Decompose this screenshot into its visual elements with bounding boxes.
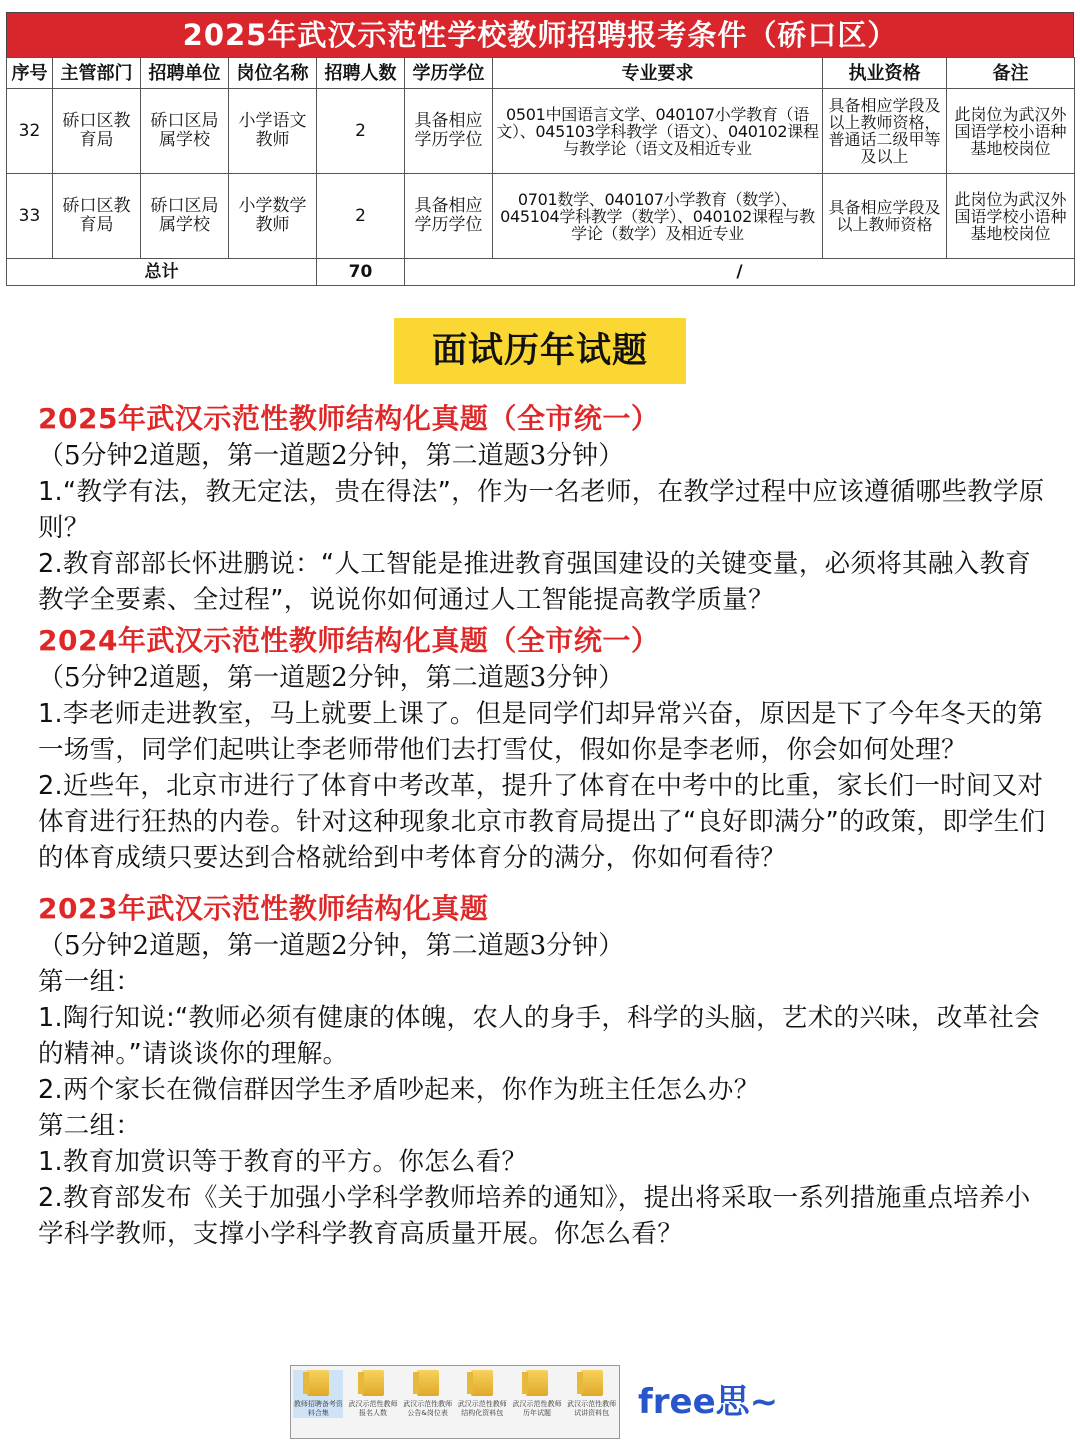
folder-item[interactable] bbox=[512, 1370, 562, 1418]
total-count: 70 bbox=[317, 259, 405, 286]
cell-post: 小学数学教师 bbox=[229, 174, 317, 259]
table-header-row bbox=[7, 58, 1075, 89]
question-section-2023 bbox=[38, 890, 1050, 1252]
cell-note: 此岗位为武汉外国语学校小语种基地校岗位 bbox=[947, 89, 1075, 174]
folder-label: 武汉示范性教师公告&岗位表 bbox=[403, 1400, 453, 1417]
total-rest: / bbox=[405, 259, 1075, 286]
folder-item[interactable] bbox=[348, 1370, 398, 1418]
folder-icon bbox=[362, 1370, 384, 1396]
col-header: 备注 bbox=[947, 58, 1075, 89]
col-header: 执业资格 bbox=[823, 58, 947, 89]
col-header: 专业要求 bbox=[493, 58, 823, 89]
cell-unit: 硚口区局属学校 bbox=[141, 89, 229, 174]
group-label: 第二组： bbox=[38, 1111, 142, 1141]
question-text: 2.教育部部长怀进鹏说：“人工智能是推进教育强国建设的关键变量，必须将其融入教育教学全要素、全过程”，说说你如何通过人工智能提高教学质量？ bbox=[38, 549, 1032, 615]
folder-item[interactable] bbox=[403, 1370, 453, 1418]
group-label: 第一组： bbox=[38, 967, 142, 997]
section-title: 2023年武汉示范性教师结构化真题 bbox=[38, 892, 489, 925]
section-title: 2025年武汉示范性教师结构化真题（全市统一） bbox=[38, 402, 660, 435]
folder-label: 武汉示范性教师试讲资料包 bbox=[567, 1400, 617, 1417]
table-total-row bbox=[7, 259, 1075, 286]
folder-icon bbox=[417, 1370, 439, 1396]
cell-qualification: 具备相应学段及以上教师资格 bbox=[823, 174, 947, 259]
question-text: 1.陶行知说:“教师必须有健康的体魄，农人的身手，科学的头脑，艺术的兴味，改革社会的精神。”请谈谈你的理解。 bbox=[38, 1003, 1040, 1069]
folder-item[interactable] bbox=[293, 1370, 343, 1418]
cell-unit: 硚口区局属学校 bbox=[141, 174, 229, 259]
folder-item[interactable] bbox=[567, 1370, 617, 1418]
col-header: 岗位名称 bbox=[229, 58, 317, 89]
folder-label: 武汉示范性教师报名人数 bbox=[348, 1400, 398, 1417]
folder-icon bbox=[471, 1370, 493, 1396]
cell-no: 33 bbox=[7, 174, 53, 259]
folder-label: 武汉示范性教师历年试题 bbox=[512, 1400, 562, 1417]
question-section-2024 bbox=[38, 622, 1050, 876]
cell-count: 2 bbox=[317, 174, 405, 259]
table-row bbox=[7, 89, 1075, 174]
folder-label: 教师招聘备考资料合集 bbox=[293, 1400, 343, 1417]
section-subtitle: （5分钟2道题，第一道题2分钟，第二道题3分钟） bbox=[38, 663, 625, 693]
cell-major: 0501中国语言文学、040107小学教育（语文）、045103学科教学（语文）、040102课程与教学论（语文及相近专业 bbox=[493, 89, 823, 174]
question-text: 2.近些年，北京市进行了体育中考改革，提升了体育在中考中的比重，家长们一时间又对体育进行狂热的内卷。针对这种现象北京市教育局提出了“良好即满分”的政策，即学生们的体育成绩只要达到合格就给到中考体育分的满分，你如何看待？ bbox=[38, 771, 1046, 873]
folder-label: 武汉示范性教师结构化资料包 bbox=[457, 1400, 507, 1417]
cell-degree: 具备相应学历学位 bbox=[405, 174, 493, 259]
col-header: 招聘人数 bbox=[317, 58, 405, 89]
col-header: 主管部门 bbox=[53, 58, 141, 89]
folder-strip bbox=[290, 1365, 620, 1439]
col-header: 序号 bbox=[7, 58, 53, 89]
col-header: 招聘单位 bbox=[141, 58, 229, 89]
question-list bbox=[38, 400, 1050, 1256]
brand-watermark: free思~ bbox=[638, 1382, 779, 1422]
cell-dept: 硚口区教育局 bbox=[53, 174, 141, 259]
question-text: 1.“教学有法，教无定法，贵在得法”，作为一名老师，在教学过程中应该遵循哪些教学原则？ bbox=[38, 477, 1045, 543]
question-text: 2.两个家长在微信群因学生矛盾吵起来，你作为班主任怎么办？ bbox=[38, 1075, 760, 1105]
cell-degree: 具备相应学历学位 bbox=[405, 89, 493, 174]
cell-note: 此岗位为武汉外国语学校小语种基地校岗位 bbox=[947, 174, 1075, 259]
section-subtitle: （5分钟2道题，第一道题2分钟，第二道题3分钟） bbox=[38, 441, 625, 471]
question-section-2025 bbox=[38, 400, 1050, 618]
cell-major: 0701数学、040107小学教育（数学）、045104学科教学（数学）、040102课程与教学论（数学）及相近专业 bbox=[493, 174, 823, 259]
table-title: 2025年武汉示范性学校教师招聘报考条件（硚口区） bbox=[6, 12, 1074, 57]
col-header: 学历学位 bbox=[405, 58, 493, 89]
cell-post: 小学语文教师 bbox=[229, 89, 317, 174]
cell-count: 2 bbox=[317, 89, 405, 174]
folder-item[interactable] bbox=[457, 1370, 507, 1418]
question-text: 2.教育部发布《关于加强小学科学教师培养的通知》，提出将采取一系列措施重点培养小学科学教师，支撑小学科学教育高质量开展。你怎么看？ bbox=[38, 1183, 1031, 1249]
table-row bbox=[7, 174, 1075, 259]
folder-icon bbox=[307, 1370, 329, 1396]
section-title: 2024年武汉示范性教师结构化真题（全市统一） bbox=[38, 624, 660, 657]
recruitment-table-block bbox=[6, 12, 1074, 286]
folder-icon bbox=[581, 1370, 603, 1396]
section-banner: 面试历年试题 bbox=[394, 318, 686, 384]
total-label: 总计 bbox=[7, 259, 317, 286]
section-subtitle: （5分钟2道题，第一道题2分钟，第二道题3分钟） bbox=[38, 931, 625, 961]
recruitment-table bbox=[6, 57, 1075, 286]
folder-icon bbox=[526, 1370, 548, 1396]
question-text: 1.李老师走进教室，马上就要上课了。但是同学们却异常兴奋，原因是下了今年冬天的第一场雪，同学们起哄让李老师带他们去打雪仗，假如你是李老师，你会如何处理？ bbox=[38, 699, 1044, 765]
cell-qualification: 具备相应学段及以上教师资格，普通话二级甲等及以上 bbox=[823, 89, 947, 174]
question-text: 1.教育加赏识等于教育的平方。你怎么看？ bbox=[38, 1147, 528, 1177]
cell-dept: 硚口区教育局 bbox=[53, 89, 141, 174]
cell-no: 32 bbox=[7, 89, 53, 174]
